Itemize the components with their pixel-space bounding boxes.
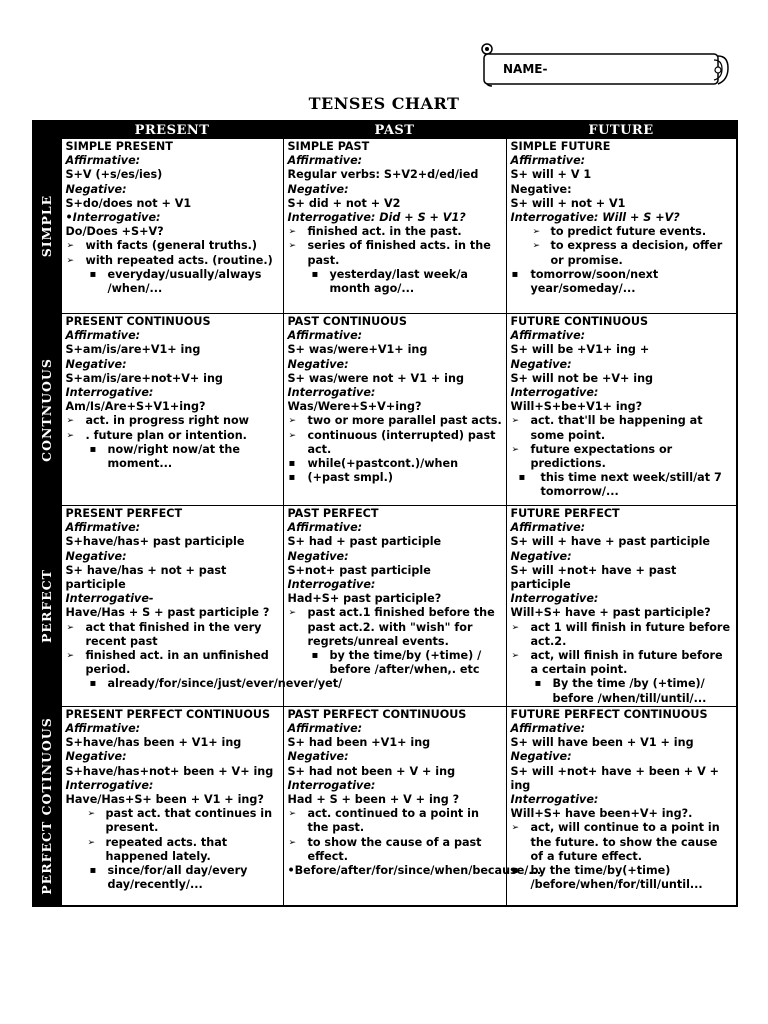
cell-line: FUTURE PERFECT — [510, 507, 620, 520]
row-continuous — [33, 314, 737, 506]
cell-present-continuous — [61, 314, 283, 506]
bullet-item: ▪ everyday/usually/always /when/... — [66, 268, 280, 296]
cell-line: SIMPLE PRESENT — [65, 140, 173, 153]
cell-line: S+not+ past participle — [287, 563, 431, 577]
form-label: Affirmative: — [65, 329, 141, 343]
cell-present-perfect-continuous — [61, 706, 283, 906]
bullet-item: ➢ act 1 will finish in future before act.2. — [511, 621, 734, 649]
form-label: Affirmative: — [287, 722, 363, 736]
cell-line: S+ had not been + V + ing — [287, 764, 456, 778]
cell-line: S+have/has been + V1+ ing — [65, 736, 242, 750]
bullet-item: ➢ with facts (general truths.) — [66, 239, 280, 253]
cell-line: S+have/has+ past participle — [65, 535, 245, 549]
form-label: Interrogative: — [65, 386, 154, 400]
cell-future-perfect — [506, 506, 737, 707]
form-label: Interrogative- — [65, 592, 154, 606]
form-label: Interrogative: — [510, 592, 599, 606]
cell-line: S+ had + past participle — [287, 535, 442, 549]
row-perfect-continuous — [33, 706, 737, 906]
form-label: Affirmative: — [510, 521, 586, 535]
cell-line: S+ was/were+V1+ ing — [287, 343, 428, 357]
bullet-item: ➢ series of finished acts. in the past. — [288, 239, 503, 267]
form-label: Negative: — [510, 549, 572, 563]
cell-line: S+V (+s/es/ies) — [65, 168, 163, 182]
cell-line: Regular verbs: S+V2+d/ed/ied — [287, 168, 479, 182]
cell-line: Was/Were+S+V+ing? — [287, 400, 422, 414]
cell-line: FUTURE CONTINUOUS — [510, 315, 649, 328]
bullet-item: ➢ act. in progress right now — [66, 414, 280, 428]
cell-line: S+ will be +V1+ ing + — [510, 343, 650, 357]
form-label: Affirmative: — [65, 521, 141, 535]
bullet-item: ➢ future expectations or predictions. — [511, 443, 734, 471]
cell-line: •Before/after/for/since/when/because/... — [287, 864, 542, 878]
form-label: Affirmative: — [65, 722, 141, 736]
row-perfect — [33, 506, 737, 707]
cell-line: PAST CONTINUOUS — [287, 315, 407, 328]
cell-line: Negative: — [510, 182, 572, 196]
bullet-item: ➢ . future plan or intention. — [66, 429, 280, 443]
bullet-item: ▪ yesterday/last week/a month ago/... — [288, 268, 503, 296]
cell-line: PRESENT PERFECT — [65, 507, 183, 520]
bullet-item: ➢ act. that'll be happening at some point. — [511, 414, 734, 442]
form-label: Negative: — [65, 182, 127, 196]
form-label: Affirmative: — [65, 154, 141, 168]
form-label: Negative: — [287, 357, 349, 371]
cell-line: S+am/is/are+V1+ ing — [65, 343, 201, 357]
cell-line: S+ had been +V1+ ing — [287, 736, 431, 750]
cell-line: PRESENT CONTINUOUS — [65, 315, 211, 328]
row-label-continuous: CONTNUOUS — [33, 314, 61, 506]
cell-line: FUTURE PERFECT CONTINUOUS — [510, 707, 708, 721]
cell-line: S+ did + not + V2 — [287, 196, 401, 210]
form-label: Affirmative: — [510, 329, 586, 343]
bullet-item: ➢ act, will continue to a point in the future. to show the cause of a future effect. — [511, 821, 734, 864]
form-label: Affirmative: — [287, 329, 363, 343]
bullet-item: ➢ continuous (interrupted) past act. — [288, 429, 503, 457]
cell-line: Will+S+be+V1+ ing? — [510, 400, 643, 414]
form-label: Interrogative: Will + S +V? — [510, 211, 680, 225]
cell-line: S+ will not be +V+ ing — [510, 371, 654, 385]
header-row — [33, 121, 737, 139]
form-label: Interrogative: — [287, 386, 376, 400]
bullet-item: ▪ tomorrow/soon/next year/someday/... — [511, 268, 734, 296]
bullet-item: ▪ since/for/all day/every day/recently/... — [66, 864, 280, 892]
cell-line: S+ will have been + V1 + ing — [510, 736, 694, 750]
cell-simple-present — [61, 139, 283, 314]
cell-line: S+ will + have + past participle — [510, 535, 711, 549]
bullet-item: ▪ while(+pastcont.)/when — [288, 457, 503, 471]
cell-line: PAST PERFECT CONTINUOUS — [287, 707, 467, 721]
cell-line: Do/Does +S+V? — [65, 225, 164, 239]
cell-past-perfect-continuous — [283, 706, 542, 906]
form-label: Negative: — [287, 750, 349, 764]
cell-line: S+ will +not+ have + been + V + ing — [510, 764, 719, 792]
bullet-item: ➢ to show the cause of a past effect. — [288, 836, 503, 864]
bullet-item: ➢ repeated acts. that happened lately. — [66, 836, 280, 864]
cell-line: S+ was/were not + V1 + ing — [287, 371, 464, 385]
form-label: Interrogative: — [510, 386, 599, 400]
cell-past-continuous — [283, 314, 506, 506]
bullet-item: ▪ this time next week/still/at 7 tomorrow/... — [511, 471, 734, 499]
bullet-item: ➢ past act.1 finished before the past act.2. with "wish" for regrets/unreal events. — [288, 606, 503, 649]
bullet-item: ➢ with repeated acts. (routine.) — [66, 254, 280, 268]
cell-simple-past — [283, 139, 506, 314]
form-label: Interrogative: — [65, 778, 154, 792]
form-label: Negative: — [65, 549, 127, 563]
header-present: PRESENT — [61, 121, 283, 139]
row-label-perfect: PERFECT — [33, 506, 61, 707]
bullet-item: ➢ finished act. in an unfinished period. — [66, 649, 280, 677]
page-title: TENSES CHART — [308, 94, 460, 113]
bullet-item: ➢ to express a decision, offer or promise. — [511, 239, 734, 267]
bullet-item: ➢ past act. that continues in present. — [66, 807, 280, 835]
cell-line: Will+S+ have + past participle? — [510, 606, 711, 620]
bullet-item: ➢ act, will finish in future before a certain point. — [511, 649, 734, 677]
cell-line: Have/Has+S+ been + V1 + ing? — [65, 793, 264, 807]
form-label: Interrogative: — [287, 578, 376, 592]
form-label: Negative: — [65, 750, 127, 764]
cell-future-perfect-continuous — [506, 706, 737, 906]
name-label: NAME- — [503, 62, 548, 76]
form-label: Interrogative: — [510, 793, 599, 807]
cell-line: S+ will + not + V1 — [510, 196, 626, 210]
bullet-item: ➢ act that finished in the very recent past — [66, 621, 280, 649]
cell-past-perfect — [283, 506, 506, 707]
row-label-perfect-continuous: PERFECT COTINUOUS — [33, 706, 61, 906]
form-label: Negative: — [65, 357, 127, 371]
cell-line: S+ have/has + not + past participle — [65, 563, 227, 592]
form-label: Affirmative: — [510, 722, 586, 736]
bullet-item: ▪ by the time/by(+time) /before/when/for/till/until... — [511, 864, 734, 892]
cell-line: PRESENT PERFECT CONTINUOUS — [65, 707, 270, 721]
cell-line: Am/Is/Are+S+V1+ing? — [65, 400, 206, 414]
cell-line: S+ will +not+ have + past participle — [510, 563, 677, 592]
cell-line: S+ will + V 1 — [510, 168, 592, 182]
row-simple — [33, 139, 737, 314]
cell-line: S+am/is/are+not+V+ ing — [65, 371, 223, 385]
cell-line: Will+S+ have been+V+ ing?. — [510, 807, 693, 821]
cell-line: PAST PERFECT — [287, 507, 379, 520]
row-label-simple: SIMPLE — [33, 139, 61, 314]
form-label: Interrogative: — [287, 778, 376, 792]
cell-line: Had + S + been + V + ing ? — [287, 793, 460, 807]
bullet-item: ➢ finished act. in the past. — [288, 225, 503, 239]
cell-future-continuous — [506, 314, 737, 506]
bullet-item: ➢ to predict future events. — [511, 225, 734, 239]
form-label: Negative: — [287, 549, 349, 563]
cell-line: SIMPLE PAST — [287, 140, 370, 153]
form-label: Affirmative: — [510, 154, 586, 168]
cell-simple-future — [506, 139, 737, 314]
cell-line: Had+S+ past participle? — [287, 592, 442, 606]
bullet-item: ▪ already/for/since/just/ever/never/yet/ — [66, 677, 280, 691]
header-future: FUTURE — [506, 121, 737, 139]
form-label: Affirmative: — [287, 154, 363, 168]
form-label: Interrogative: Did + S + V1? — [287, 211, 466, 225]
cell-line: S+have/has+not+ been + V+ ing — [65, 764, 274, 778]
form-label: Negative: — [287, 182, 349, 196]
form-label: Negative: — [510, 357, 572, 371]
bullet-item: ▪ (+past smpl.) — [288, 471, 503, 485]
tenses-table — [32, 120, 738, 907]
bullet-item: ▪ by the time/by (+time) / before /after/when,. etc — [288, 649, 503, 677]
cell-line: Have/Has + S + past participle ? — [65, 606, 270, 620]
form-label: Negative: — [510, 750, 572, 764]
bullet-item: ➢ two or more parallel past acts. — [288, 414, 503, 428]
form-label: •Interrogative: — [65, 211, 161, 225]
bullet-item: ➢ act. continued to a point in the past. — [288, 807, 503, 835]
bullet-item: ▪ now/right now/at the moment... — [66, 443, 280, 471]
corner-cell — [33, 121, 61, 139]
cell-line: S+do/does not + V1 — [65, 196, 192, 210]
header-past: PAST — [283, 121, 506, 139]
bullet-item: ▪ By the time /by (+time)/ before /when/till/until/... — [511, 677, 734, 705]
form-label: Affirmative: — [287, 521, 363, 535]
cell-line: SIMPLE FUTURE — [510, 140, 611, 153]
